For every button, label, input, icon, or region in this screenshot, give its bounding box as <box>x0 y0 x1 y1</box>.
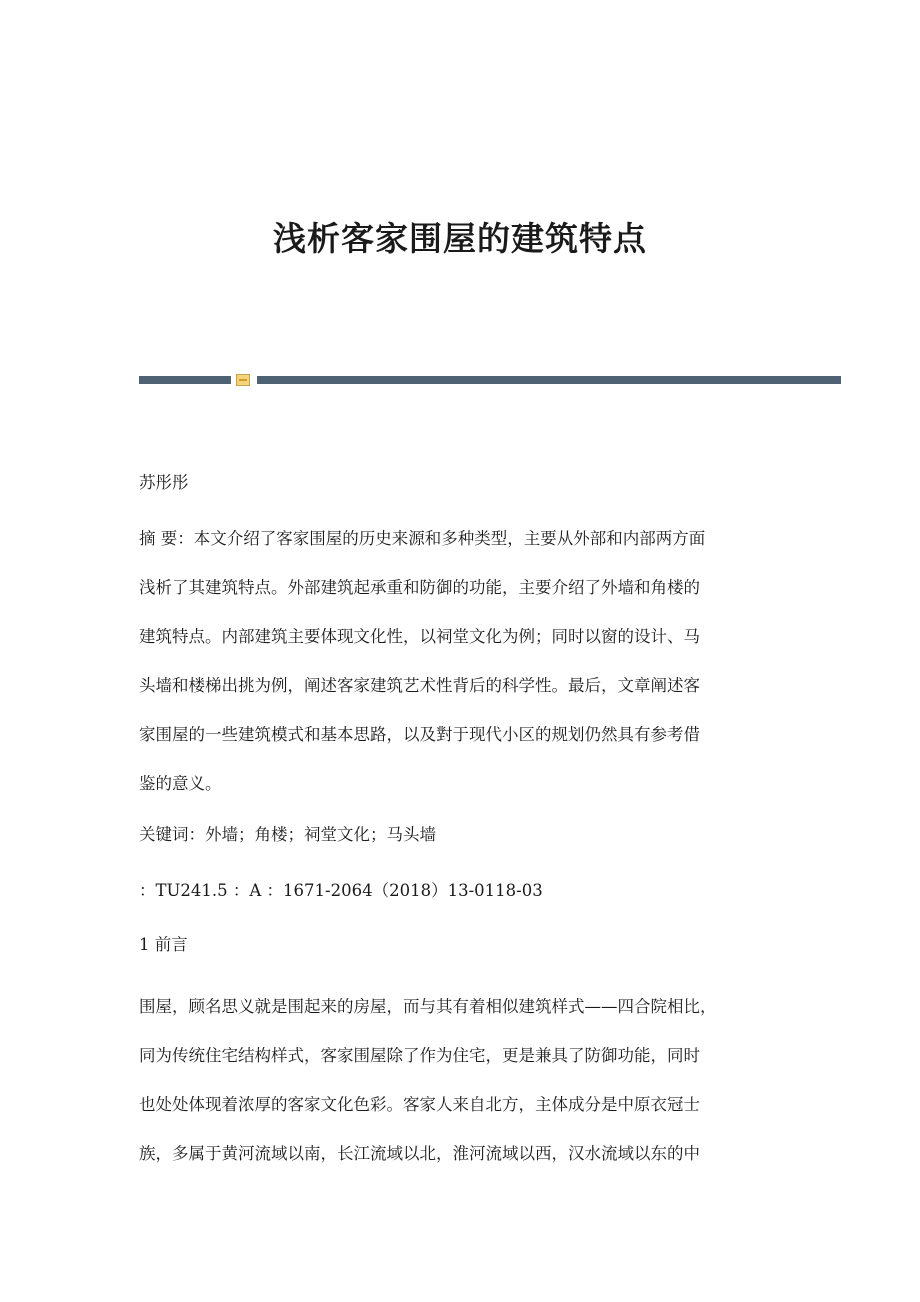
intro-line: 同为传统住宅结构样式，客家围屋除了作为住宅，更是兼具了防御功能，同时 <box>139 1046 700 1065</box>
keywords: 关键词：外墙；角楼；祠堂文化；马头墙 <box>139 825 436 844</box>
section-heading: 1 前言 <box>139 935 188 954</box>
abstract-line: 鉴的意义。 <box>139 774 222 793</box>
abstract-line: 浅析了其建筑特点。外部建筑起承重和防御的功能，主要介绍了外墙和角楼的 <box>139 578 700 597</box>
abstract-line: 家围屋的一些建筑模式和基本思路，以及對于现代小区的规划仍然具有参考借 <box>139 725 700 744</box>
divider-bar-right <box>257 376 841 384</box>
abstract <box>139 514 791 808</box>
classification-codes: ：TU241.5 ：A ：1671-2064（2018）13-0118-03 <box>139 881 543 900</box>
intro-line: 围屋，顾名思义就是围起来的房屋，而与其有着相似建筑样式——四合院相比， <box>139 997 717 1016</box>
abstract-line: 建筑特点。内部建筑主要体现文化性，以祠堂文化为例；同时以窗的设计、马 <box>139 627 700 646</box>
author-name: 苏彤彤 <box>139 473 189 492</box>
paper-title: 浅析客家围屋的建筑特点 <box>273 219 647 258</box>
intro-line: 族，多属于黄河流域以南，长江流域以北，淮河流域以西，汉水流域以东的中 <box>139 1144 700 1163</box>
abstract-line: 摘 要：本文介绍了客家围屋的历史来源和多种类型，主要从外部和内部两方面 <box>139 529 706 548</box>
title-divider <box>139 374 841 386</box>
intro-line: 也处处体现着浓厚的客家文化色彩。客家人来自北方，主体成分是中原衣冠士 <box>139 1095 700 1114</box>
divider-emblem-icon <box>236 374 250 386</box>
abstract-line: 头墙和楼梯出挑为例，阐述客家建筑艺术性背后的科学性。最后，文章阐述客 <box>139 676 700 695</box>
intro-paragraph <box>139 982 791 1178</box>
divider-bar-left <box>139 376 231 384</box>
